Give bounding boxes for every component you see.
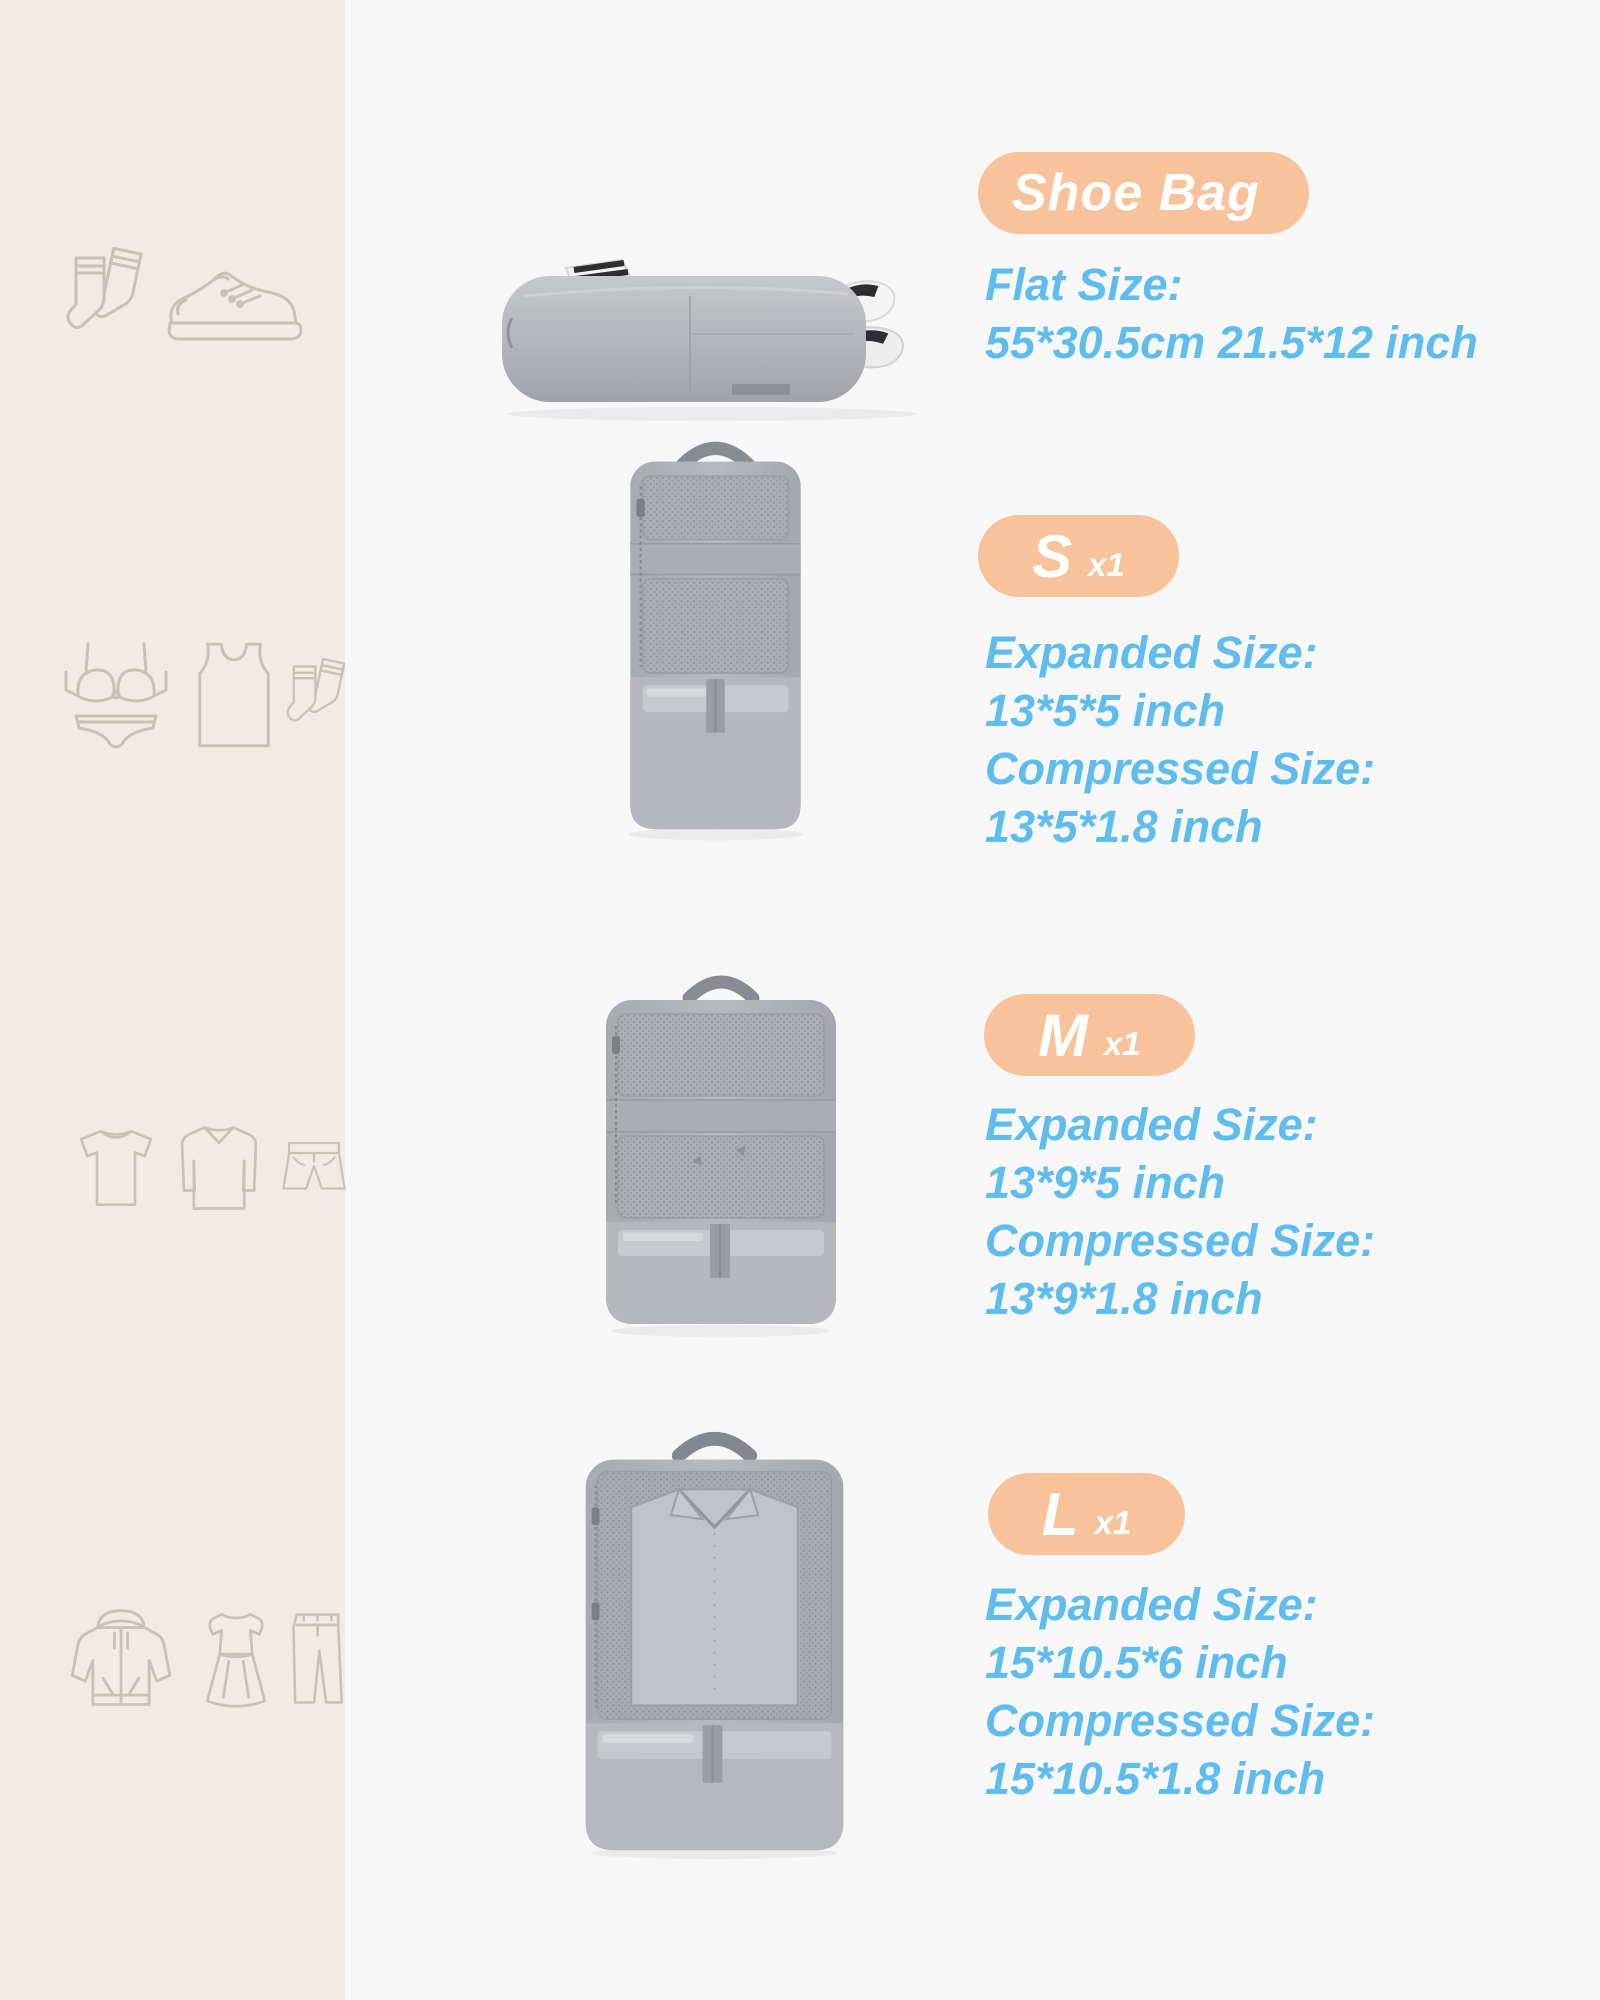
- size-spec-line: 55*30.5cm 21.5*12 inch: [985, 317, 1478, 368]
- size-spec-line: 15*10.5*6 inch: [985, 1637, 1288, 1688]
- badge-label: L: [1042, 1480, 1080, 1548]
- long-sleeve-shirt-icon: [174, 1120, 264, 1216]
- size-spec-line: Compressed Size:: [985, 1695, 1376, 1746]
- badge-count: x1: [1103, 1025, 1141, 1062]
- size-s-specs: [985, 624, 1375, 856]
- tank-top-icon: [190, 640, 278, 750]
- badge-label: Shoe Bag: [1012, 164, 1260, 222]
- size-spec-line: 13*9*1.8 inch: [985, 1273, 1263, 1324]
- size-l-badge: [988, 1473, 1185, 1555]
- pants-icon: [290, 1602, 346, 1716]
- socks-icon: [286, 644, 348, 748]
- socks-icon: [66, 246, 146, 346]
- size-spec-line: Compressed Size:: [985, 1215, 1376, 1266]
- size-spec-line: 15*10.5*1.8 inch: [985, 1753, 1326, 1804]
- shoe-bag-badge: [978, 152, 1309, 234]
- size-spec-line: 13*5*1.8 inch: [985, 801, 1263, 852]
- shoe-bag-photo: [482, 238, 952, 423]
- size-l-specs: [985, 1576, 1375, 1808]
- sneaker-icon: [162, 266, 302, 346]
- badge-label: S: [1032, 522, 1074, 590]
- badge-label: M: [1038, 1001, 1089, 1069]
- hoodie-icon: [60, 1602, 182, 1716]
- badge-count: x1: [1088, 546, 1125, 583]
- small-packing-cube-photo: [618, 398, 813, 864]
- size-s-badge: [978, 515, 1179, 597]
- size-m-badge: [984, 994, 1195, 1076]
- size-spec-line: Flat Size:: [985, 259, 1183, 310]
- size-spec-line: Expanded Size:: [985, 1579, 1318, 1630]
- size-spec-line: 13*9*5 inch: [985, 1157, 1226, 1208]
- dress-icon: [200, 1602, 272, 1716]
- bra-panties-icon: [56, 638, 176, 750]
- size-spec-line: Expanded Size:: [985, 1099, 1318, 1150]
- shoe-bag-specs: [985, 256, 1478, 372]
- tshirt-icon: [74, 1122, 158, 1214]
- size-spec-line: Expanded Size:: [985, 627, 1318, 678]
- medium-packing-cube-photo: [596, 956, 846, 1348]
- shorts-icon: [282, 1126, 346, 1212]
- size-spec-line: 13*5*5 inch: [985, 685, 1226, 736]
- badge-count: x1: [1094, 1504, 1132, 1541]
- size-spec-line: Compressed Size:: [985, 743, 1376, 794]
- large-packing-cube-photo: [572, 1424, 857, 1860]
- size-m-specs: [985, 1096, 1375, 1328]
